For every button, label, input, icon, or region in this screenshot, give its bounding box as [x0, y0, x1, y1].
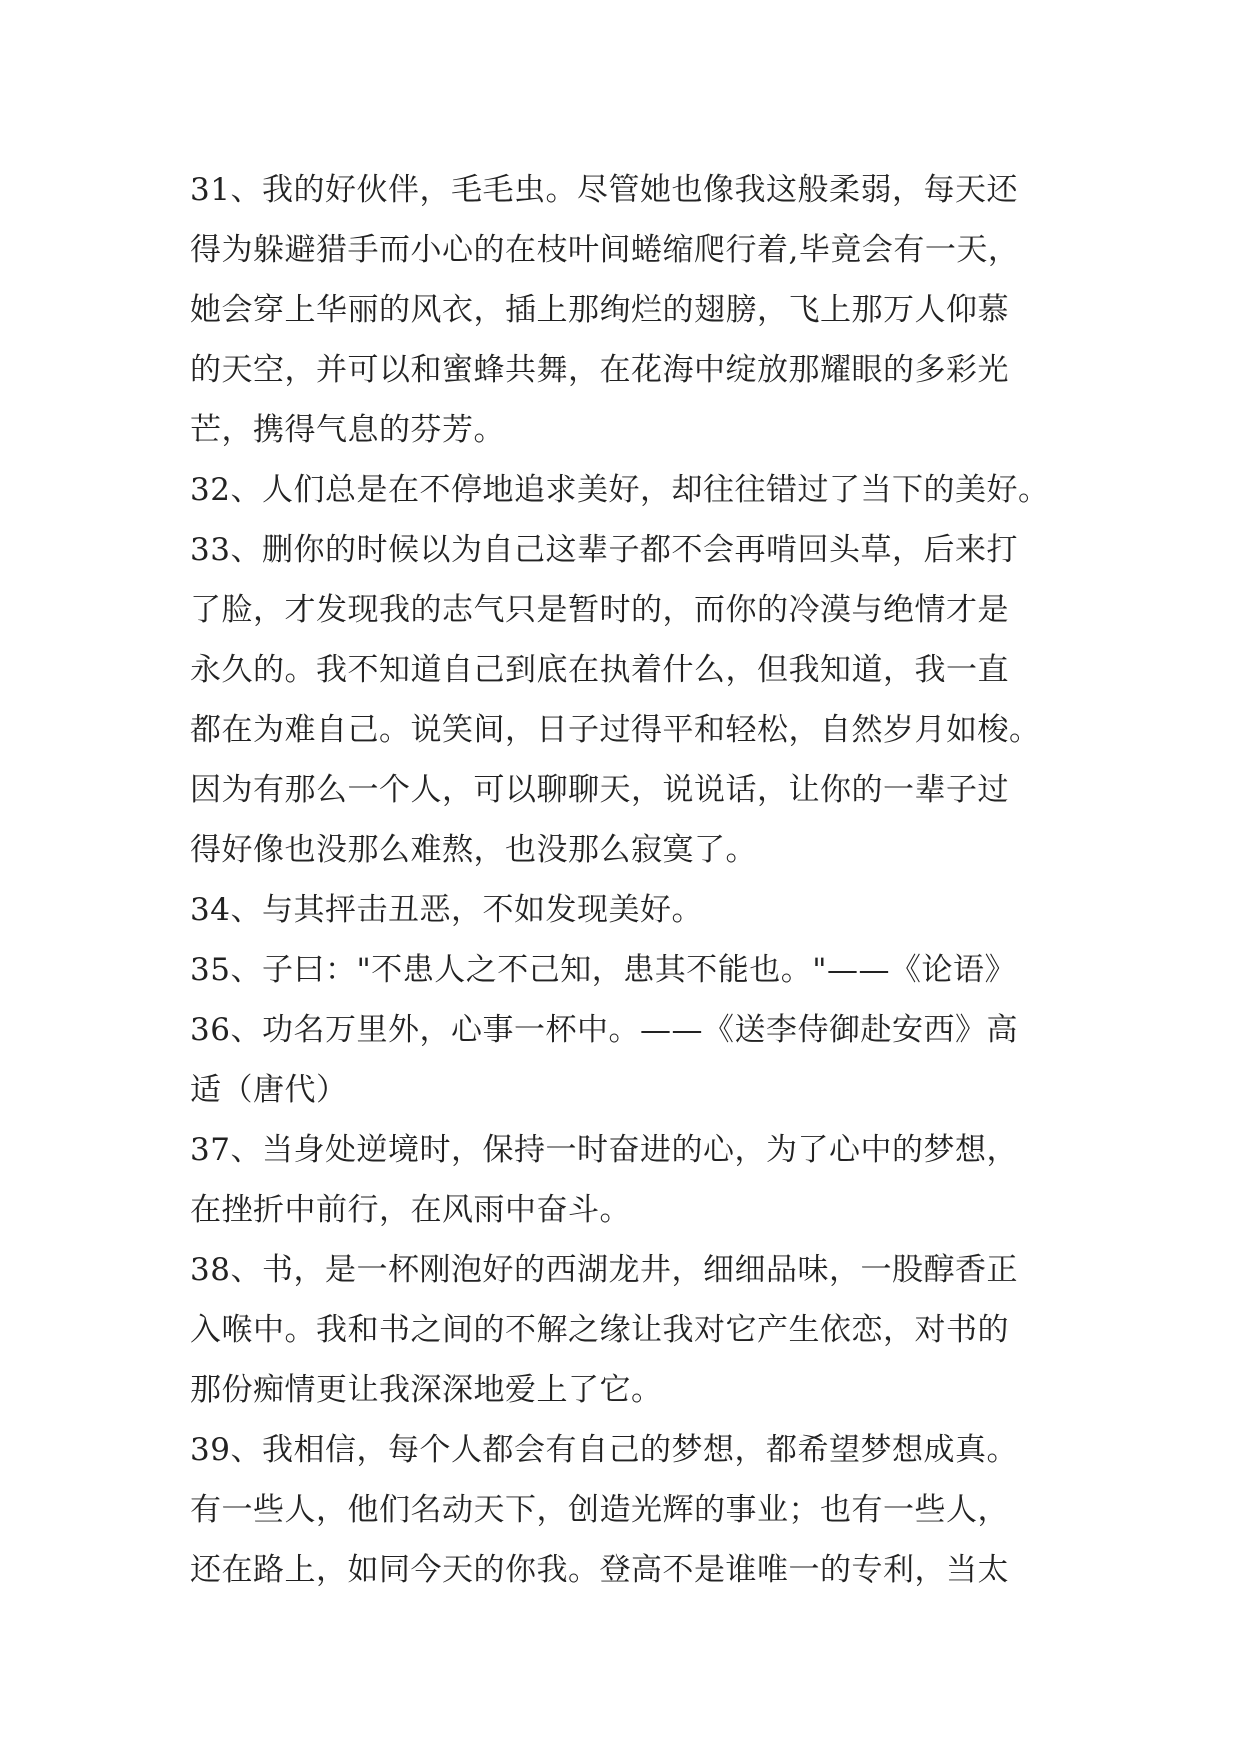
text-line: 37、当身处逆境时，保持一时奋进的心，为了心中的梦想，: [190, 1132, 1018, 1168]
text-line: 在挫折中前行，在风雨中奋斗。: [190, 1192, 631, 1228]
text-line: 都在为难自己。说笑间，日子过得平和轻松，自然岁月如梭。: [190, 712, 1041, 748]
text-line: 芒，携得气息的芬芳。: [190, 412, 505, 448]
document-body: [190, 160, 1090, 1600]
text-line: 38、书，是一杯刚泡好的西湖龙井，细细品味，一股醇香正: [190, 1252, 1018, 1288]
text-line: 34、与其抨击丑恶，不如发现美好。: [190, 892, 703, 928]
text-line: 永久的。我不知道自己到底在执着什么，但我知道，我一直: [190, 652, 1009, 688]
text-line: 得为躲避猎手而小心的在枝叶间蜷缩爬行着,毕竟会有一天，: [190, 232, 1020, 268]
text-line: 32、人们总是在不停地追求美好，却往往错过了当下的美好。: [190, 472, 1050, 508]
text-line: 36、功名万里外，心事一杯中。——《送李侍御赴安西》高: [190, 1012, 1018, 1048]
text-line: 还在路上，如同今天的你我。登高不是谁唯一的专利，当太: [190, 1552, 1009, 1588]
text-line: 31、我的好伙伴，毛毛虫。尽管她也像我这般柔弱，每天还: [190, 172, 1018, 208]
text-line: 有一些人，他们名动天下，创造光辉的事业；也有一些人，: [190, 1492, 1009, 1528]
text-line: 的天空，并可以和蜜蜂共舞，在花海中绽放那耀眼的多彩光: [190, 352, 1009, 388]
text-line: 适（唐代）: [190, 1072, 348, 1108]
text-line: 39、我相信，每个人都会有自己的梦想，都希望梦想成真。: [190, 1432, 1018, 1468]
text-line: 入喉中。我和书之间的不解之缘让我对它产生依恋，对书的: [190, 1312, 1009, 1348]
text-line: 得好像也没那么难熬，也没那么寂寞了。: [190, 832, 757, 868]
text-line: 她会穿上华丽的风衣，插上那绚烂的翅膀，飞上那万人仰慕: [190, 292, 1009, 328]
text-line: 了脸，才发现我的志气只是暂时的，而你的冷漠与绝情才是: [190, 592, 1009, 628]
text-line: 那份痴情更让我深深地爱上了它。: [190, 1372, 663, 1408]
text-line: 因为有那么一个人，可以聊聊天，说说话，让你的一辈子过: [190, 772, 1009, 808]
text-line: 35、子曰："不患人之不己知，患其不能也。"——《论语》: [190, 952, 1016, 988]
text-line: 33、删你的时候以为自己这辈子都不会再啃回头草，后来打: [190, 532, 1018, 568]
